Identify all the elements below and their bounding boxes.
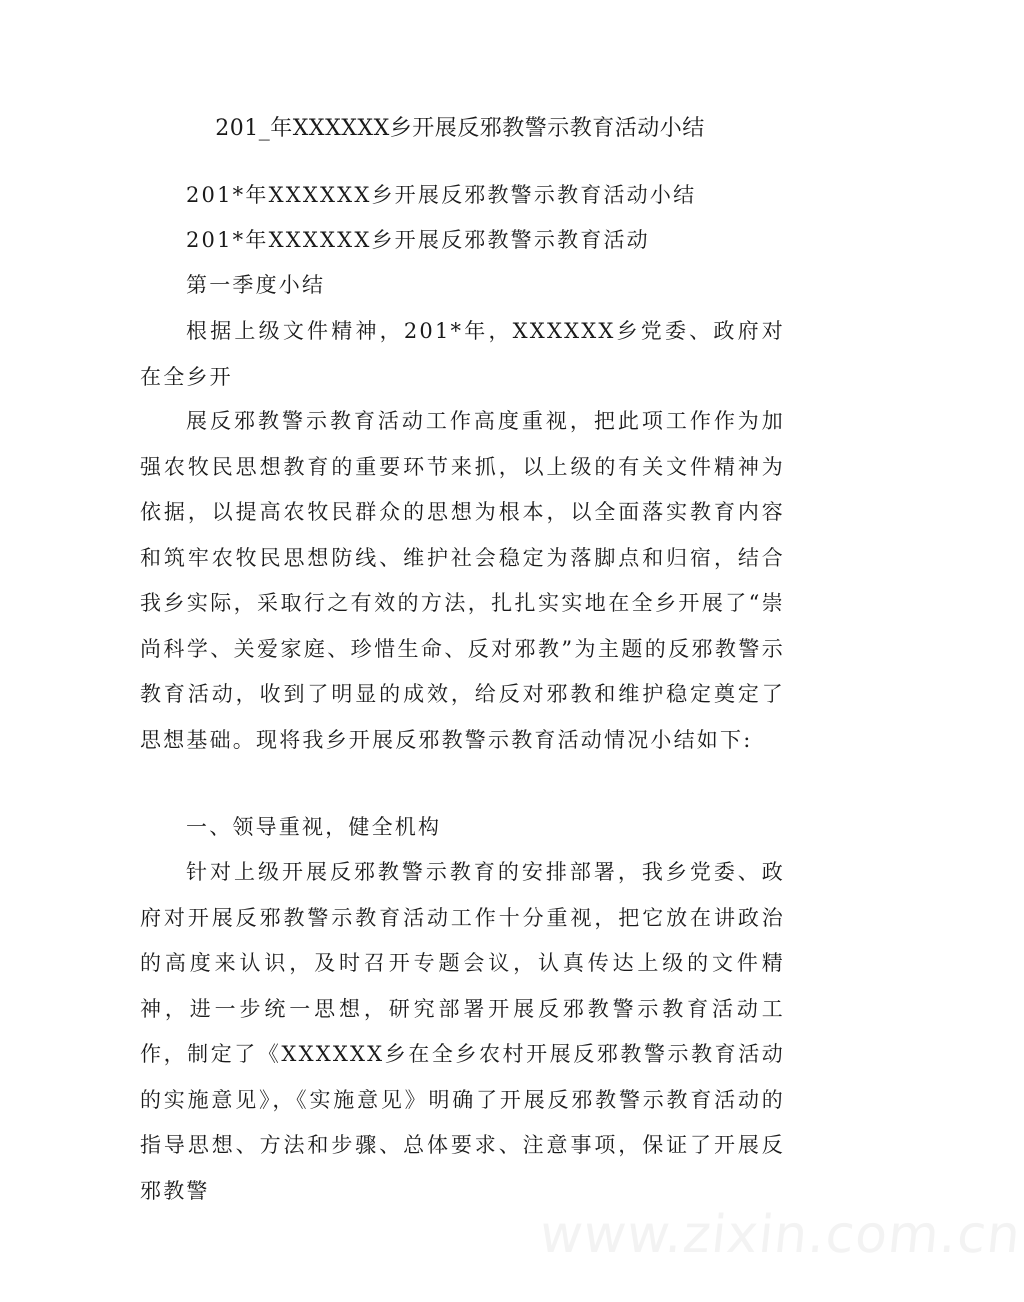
paragraph-6: 针对上级开展反邪教警示教育的安排部署，我乡党委、政府对开展反邪教警示教育活动工作十分重视，把它放在讲政治的高度来认识，及时召开专题会议，认真传达上级的文件精神，进一步统一思想，研究部署开展反邪教警示教育活动工作，制定了《XXXXXX乡在全乡农村开展反邪教警示教育活动的实施意见》，《实施意见》明确了开展反邪教警示教育活动的指导思想、方法和步骤、总体要求、注意事项，保证了开展反邪教警 (140, 860, 785, 1203)
paragraph-5: 展反邪教警示教育活动工作高度重视，把此项工作作为加强农牧民思想教育的重要环节来抓，以上级的有关文件精神为依据，以提高农牧民群众的思想为根本，以全面落实教育内容和筑牢农牧民思想防线、维护社会稳定为落脚点和归宿，结合我乡实际，采取行之有效的方法，扎扎实实地在全乡开展了“崇尚科学、关爱家庭、珍惜生命、反对邪教”为主题的反邪教警示教育活动，收到了明显的成效，给反对邪教和维护稳定奠定了思想基础。现将我乡开展反邪教警示教育活动情况小结如下: (140, 409, 785, 752)
paragraph-4: 根据上级文件精神，201*年，XXXXXX乡党委、政府对在全乡开 (140, 319, 785, 389)
paragraph-1: 201*年XXXXXX乡开展反邪教警示教育活动小结 (186, 183, 697, 207)
section-heading-1: 一、领导重视，健全机构 (186, 815, 442, 839)
document-title: 201_年XXXXXX乡开展反邪教警示教育活动小结 (215, 116, 705, 141)
paragraph-3: 第一季度小结 (186, 273, 326, 297)
watermark-text: www.zixin.com.cn (536, 1205, 1024, 1265)
paragraph-2: 201*年XXXXXX乡开展反邪教警示教育活动 (186, 228, 650, 252)
